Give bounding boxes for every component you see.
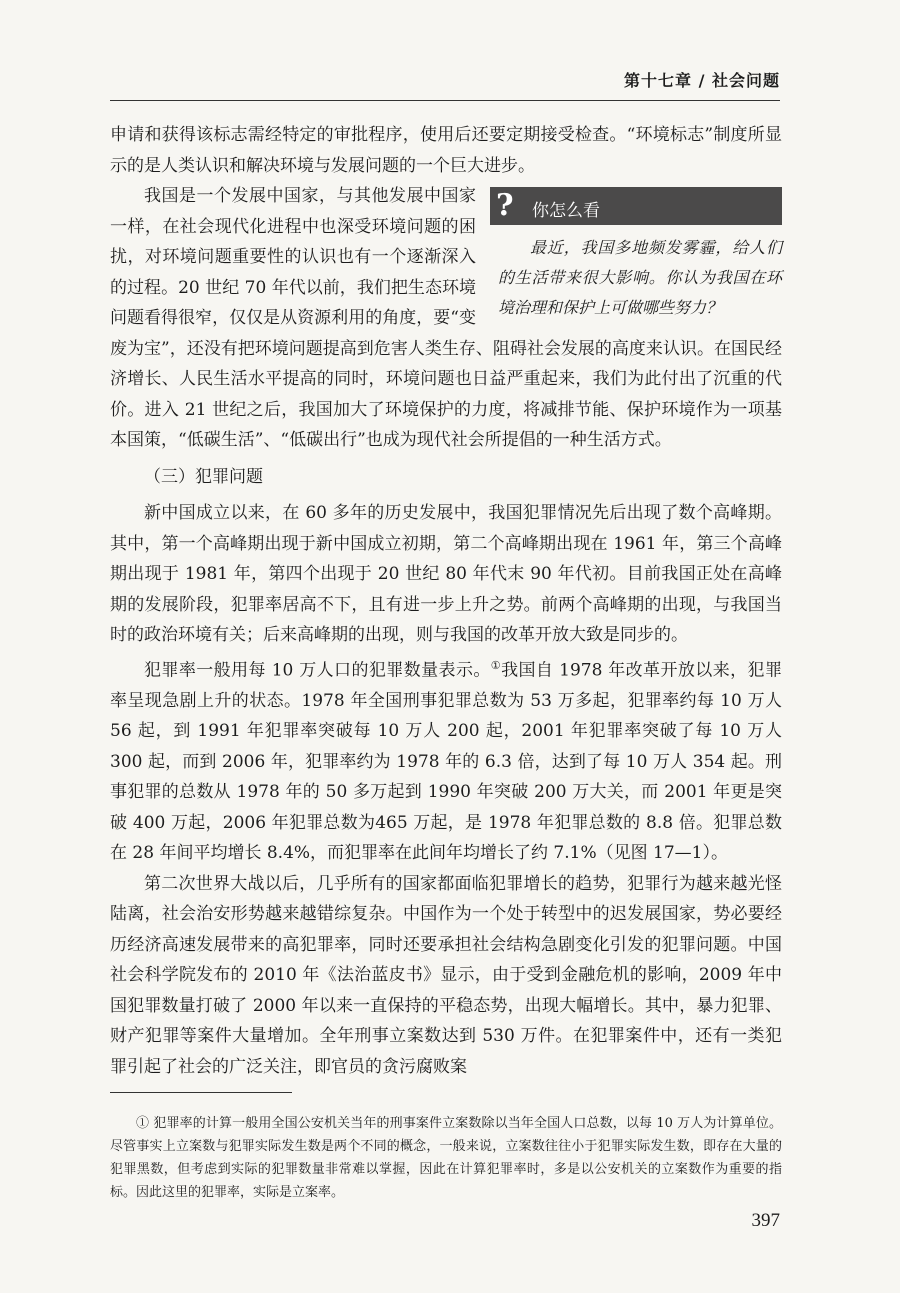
paragraph-environment: 我国是一个发展中国家，与其他发展中国家一样，在社会现代化进程中也深受环境问题的困扰，对环境问题重要性的认识也有一个逐渐深入的过程。20 世纪 70 年代以前，我们把生态环境问题看得很窄，仅仅是从资源利用的角度，要“变废为宝”，还没有把环境问题提高到危害人类生存、阻碍社会发展的高度来认识。在国民经济增长、人民生活水平提高的同时，环境问题也日益严重起来，我们为此付出了沉重的代价。进入 21 世纪之后，我国加大了环境保护的力度，将减排节能、保护环境作为一项基本国策，“低碳生活”、“低碳出行”也成为现代社会所提倡的一种生活方式。: [110, 186, 782, 450]
page-number: 397: [751, 1210, 780, 1231]
crime-rate-details: 我国自 1978 年改革开放以来，犯罪率呈现急剧上升的状态。1978 年全国刑事犯罪总数为 53 万多起，犯罪率约每 10 万人 56 起，到 1991 年犯罪率突破每 10 万人 200 起，2001 年犯罪率突破了每 10 万人 300 起，而到 2006 年，犯罪率约为 1978 年的 6.3 倍，达到了每 10 万人 354 起。刑事犯罪的总数从 1978 年的 50 多万起到 1990 年突破 200 万大关，而 2001 年更是突破 400 万起，2006 年犯罪总数为465 万起，是 1978 年犯罪总数的 8.8 倍。犯罪总数在 28 年间平均增长 8.4%，而犯罪率在此间年均增长了约 7.1%（见图 17—1）。: [110, 660, 782, 864]
question-mark-icon: ?: [496, 188, 514, 223]
discussion-box-title: 你怎么看: [532, 201, 600, 221]
paragraph-continued: 申请和获得该标志需经特定的审批程序，使用后还要定期接受检查。“环境标志”制度所显示的是人类认识和解决环境与发展问题的一个巨大进步。: [110, 125, 782, 176]
footnote-reference[interactable]: ①: [490, 658, 502, 672]
chapter-title: 第十七章 / 社会问题: [624, 71, 780, 90]
footnote-divider: [110, 1092, 292, 1093]
section-heading: （三）犯罪问题: [144, 466, 263, 487]
footnote-marker: ①: [136, 1116, 150, 1131]
paragraph-crime-rate: [110, 651, 782, 869]
running-header: [110, 60, 780, 101]
paragraph-crime-peaks: 新中国成立以来，在 60 多年的历史发展中，我国犯罪情况先后出现了数个高峰期。其中，第一个高峰期出现于新中国成立初期，第二个高峰期出现在 1961 年，第三个高峰期出现于 1981 年，第四个出现于 20 世纪 80 年代末 90 年代初。目前我国正处在高峰期的发展阶段，犯罪率居高不下，且有进一步上升之势。前两个高峰期的出现，与我国当时的政治环境有关；后来高峰期的出现，则与我国的改革开放大致是同步的。: [110, 503, 782, 645]
paragraph-postwar-crime: 第二次世界大战以后，几乎所有的国家都面临犯罪增长的趋势，犯罪行为越来越光怪陆离，社会治安形势越来越错综复杂。中国作为一个处于转型中的迟发展国家，势必要经历经济高速发展带来的高犯罪率，同时还要承担社会结构急剧变化引发的犯罪问题。中国社会科学院发布的 2010 年《法治蓝皮书》显示，由于受到金融危机的影响，2009 年中国犯罪数量打破了 2000 年以来一直保持的平稳态势，出现大幅增长。其中，暴力犯罪、财产犯罪等案件大量增加。全年刑事立案数达到 530 万件。在犯罪案件中，还有一类犯罪引起了社会的广泛关注，即官员的贪污腐败案: [110, 873, 782, 1077]
discussion-box: [490, 187, 782, 323]
footnote: [110, 1112, 782, 1204]
discussion-box-header: [490, 187, 782, 225]
footnote-text: 犯罪率的计算一般用全国公安机关当年的刑事案件立案数除以当年全国人口总数，以每 10 万人为计算单位。尽管事实上立案数与犯罪实际发生数是两个不同的概念，一般来说，立案数往往小于犯罪实际发生数，即存在大量的犯罪黑数，但考虑到实际的犯罪数量非常难以掌握，因此在计算犯罪率时，多是以公安机关的立案数作为重要的指标。因此这里的犯罪率，实际是立案率。: [110, 1116, 782, 1200]
discussion-box-body: 最近，我国多地频发雾霾，给人们的生活带来很大影响。你认为我国在环境治理和保护上可做哪些努力？: [498, 238, 782, 317]
main-text: [110, 120, 782, 1082]
crime-rate-intro: 犯罪率一般用每 10 万人口的犯罪数量表示。: [144, 660, 491, 681]
